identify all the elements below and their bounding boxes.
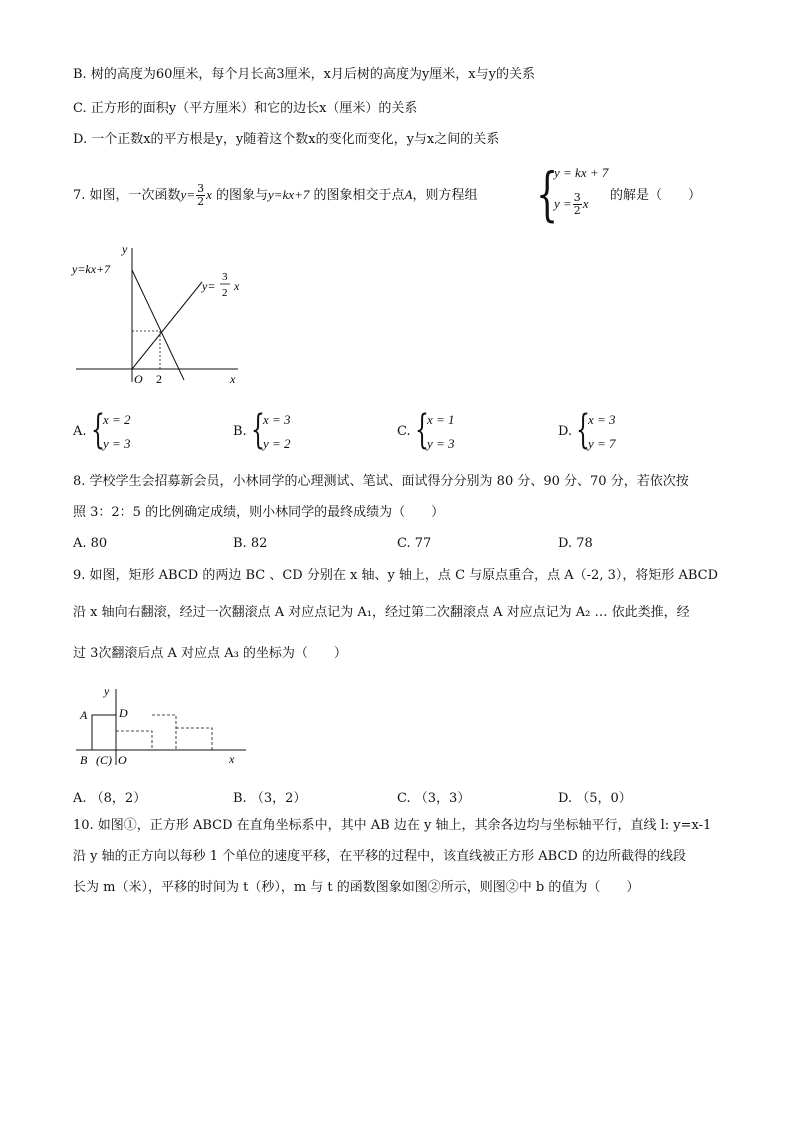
q10-line3: 长为 m（米），平移的时间为 t（秒），m 与 t 的函数图象如图②所示，则图②中 b 的值为（ ）	[73, 880, 640, 895]
q9-label-c: (C)	[96, 753, 112, 767]
q9-option-b: B. （3，2）	[233, 791, 307, 806]
q9-line3: 过 3次翻滚后点 A 对应点 A₃ 的坐标为（ ）	[73, 646, 347, 661]
q7-system-row1: y = kx + 7	[554, 165, 609, 180]
q7-axis-x-label: x	[230, 372, 236, 386]
q9-axis-x-label: x	[229, 752, 235, 766]
q7-system-row2: y = $\frac{3}{2}$ x	[554, 191, 589, 217]
q9-option-a: A. （8，2）	[73, 791, 147, 806]
q9-axis-y-label: y	[104, 684, 110, 698]
q7-func2: y=kx+7	[268, 187, 310, 202]
q7-text-e: 的解是（ ）	[610, 188, 702, 203]
q7-line2-label-x: x	[234, 279, 240, 293]
q6-option-b: B. 树的高度为60厘米，每个月长高3厘米，x月后树的高度为y厘米，x与y的关系	[73, 67, 535, 82]
exam-page: B. 树的高度为60厘米，每个月长高3厘米，x月后树的高度为y厘米，x与y的关系 C. 正方形的面积y（平方厘米）和它的边长x（厘米）的关系 D. 一个正数x的平方根是y，y随着这个数x的变化而变化，y与x之间的关系 7. 如图，一次函数y= $\frac{3}{2}$ x 的图象与y=kx+7 的图象相交于点A，则方程组 { y = kx + 7 y = $\frac{3}{2}$ x 的解是（ ） y x O 2 y=kx+7 y= 3 2 x A. { x = 2 y = 3 B. { x = 3 y = 2 C. { x = 1 y = 3 D. { x = 3 y = 7 8. 学校学生会招募新会员，小林同学的心理测试、笔试、面试得分分别为 80 分、90 分、70 分，若依次按 照 3：2：5 的比例确定成绩，则小林同学的最终成绩为（ ） A. 80 B. 82 C. 77 D. 78 9. 如图，矩形 ABCD 的两边 BC 、CD 分别在 x 轴、y 轴上，点 C 与原点重合，点 A（-2, 3），将矩形 ABCD 沿 x 轴向右翻滚，经过一次翻滚点 A 对应点记为 A₁，经过第二次翻滚点 A 对应点记为 A₂ … 依此类推，经 过 3次翻滚后点 A 对应点 A₃ 的坐标为（ ） y x A D B (C) O A. （8，2） B. （3，2） C. （3，3） D. （5，0） 10. 如图①，正方形 ABCD 在直角坐标系中，其中 AB 边在 y 轴上，其余各边均与坐标轴平行，直线 l: y=x-1 沿 y 轴的正方向以每秒 1 个单位的速度平移，在平移的过程中，该直线被正方形 ABCD 的边所截得的线段 长为 m（米），平移的时间为 t（秒），m 与 t 的函数图象如图②所示，则图②中 b 的值为（ ）	[72, 67, 719, 895]
q9-line2: 沿 x 轴向右翻滚，经过一次翻滚点 A 对应点记为 A₁，经过第二次翻滚点 A 对应点记为 A₂ … 依此类推，经	[73, 605, 690, 620]
q7-graph	[70, 240, 250, 390]
q9-rect-abcd	[92, 715, 116, 750]
q9-label-b: B	[80, 753, 88, 767]
q6-option-d: D. 一个正数x的平方根是y，y随着这个数x的变化而变化，y与x之间的关系	[73, 132, 500, 147]
q7-axis-y-label: y	[122, 242, 128, 256]
q7-func-lhs: y=	[180, 187, 196, 202]
q7-line2-frac-num: 3	[222, 271, 228, 283]
q9-line1: 9. 如图，矩形 ABCD 的两边 BC 、CD 分别在 x 轴、y 轴上，点 C 与原点重合，点 A（-2, 3），将矩形 ABCD	[73, 568, 719, 583]
q7-stem	[73, 178, 478, 213]
q9-rect-roll1	[116, 731, 152, 750]
q7-text-a: 7. 如图，一次函数	[73, 188, 181, 203]
q10-line1: 10. 如图①，正方形 ABCD 在直角坐标系中，其中 AB 边在 y 轴上，其余各边均与坐标轴平行，直线 l: y=x-1	[73, 818, 712, 833]
q7-var-x: x	[206, 187, 212, 202]
q7-line-3-2x	[132, 282, 202, 369]
q7-text-c: 的图象相交于点	[313, 188, 405, 203]
q10-line2: 沿 y 轴的正方向以每秒 1 个单位的速度平移，在平移的过程中，该直线被正方形 ABCD 的边所截得的线段	[73, 849, 686, 864]
q7-system-brace: {	[536, 160, 559, 228]
q9-option-c: C. （3，3）	[397, 791, 471, 806]
q9-option-d: D. （5，0）	[558, 791, 632, 806]
q9-rect-roll2	[152, 715, 176, 750]
q9-rect-roll3	[176, 728, 212, 750]
q8-option-a: A. 80	[73, 536, 108, 551]
q9-label-d: D	[119, 706, 128, 720]
q7-point: A	[404, 187, 413, 202]
q8-option-c: C. 77	[397, 536, 432, 551]
q9-label-o: O	[118, 753, 127, 767]
q9-label-a: A	[80, 708, 88, 722]
q7-tick-label: 2	[156, 372, 162, 386]
q7-fraction: $\frac{3}{2}$	[197, 182, 205, 208]
q7-line2-label-lhs: y=	[202, 279, 216, 293]
q9-graph	[74, 683, 254, 769]
q8-option-b: B. 82	[233, 536, 268, 551]
q8-line1: 8. 学校学生会招募新会员，小林同学的心理测试、笔试、面试得分分别为 80 分、90 分、70 分，若依次按	[73, 474, 689, 489]
q7-text-d: ，则方程组	[412, 188, 478, 203]
q7-line1-label: y=kx+7	[72, 262, 111, 276]
q7-line2-frac-den: 2	[222, 287, 228, 299]
q7-origin-label: O	[134, 372, 143, 386]
q6-option-c: C. 正方形的面积y（平方厘米）和它的边长x（厘米）的关系	[73, 101, 418, 116]
q7-text-b: 的图象与	[216, 188, 269, 203]
q8-option-d: D. 78	[558, 536, 593, 551]
q7-line-kx7	[132, 270, 184, 380]
q8-line2: 照 3：2：5 的比例确定成绩，则小林同学的最终成绩为（ ）	[73, 505, 445, 520]
